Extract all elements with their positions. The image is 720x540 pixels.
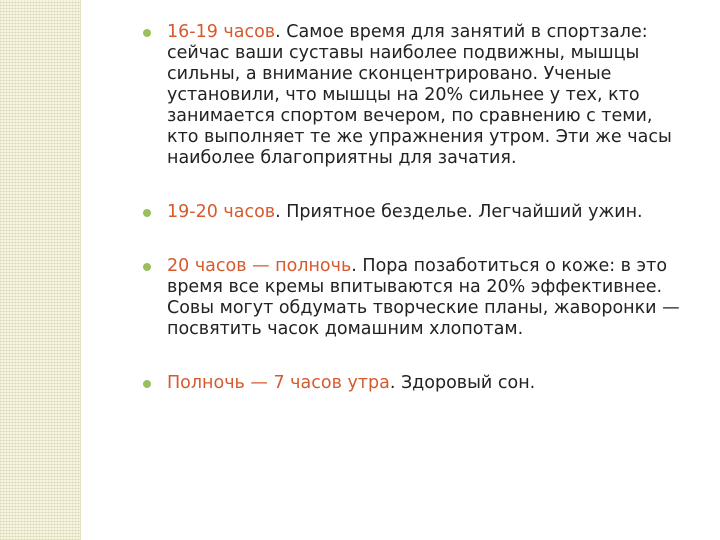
bullet-dot-icon [143,380,151,388]
item-text: . Пора позаботиться о коже: в это время все кремы впитываются на 20% эффективнее. Совы могут обдумать творческие планы, жаворонки — посвятить часок домашним хлопотам. [167,256,680,339]
bullet-item-20-midnight [140,256,685,340]
item-text: . Здоровый сон. [389,373,536,393]
item-text: . Самое время для занятий в спортзале: сейчас ваши суставы наиболее подвижны, мышцы сильны, а внимание сконцентрировано. Ученые установили, что мышцы на 20% сильнее у тех, кто занимается спортом вечером, по сравнению с теми, кто выполняет те же упражнения утром. Эти же часы наиболее благоприятны для зачатия. [167,22,672,168]
item-heading: Полночь — 7 часов утра [167,373,390,393]
item-heading: 16-19 часов [167,22,276,42]
side-band-divider [80,0,81,540]
bullet-dot-icon [143,263,151,271]
decorative-side-band [0,0,80,540]
bullet-list [140,22,685,394]
item-heading: 19-20 часов [167,202,276,222]
bullet-item-midnight-7 [140,373,685,394]
bullet-item-16-19 [140,22,685,169]
bullet-dot-icon [143,29,151,37]
bullet-item-19-20 [140,202,685,223]
item-text: . Приятное безделье. Легчайший ужин. [275,202,643,222]
item-heading: 20 часов — полночь [167,256,352,276]
bullet-dot-icon [143,209,151,217]
